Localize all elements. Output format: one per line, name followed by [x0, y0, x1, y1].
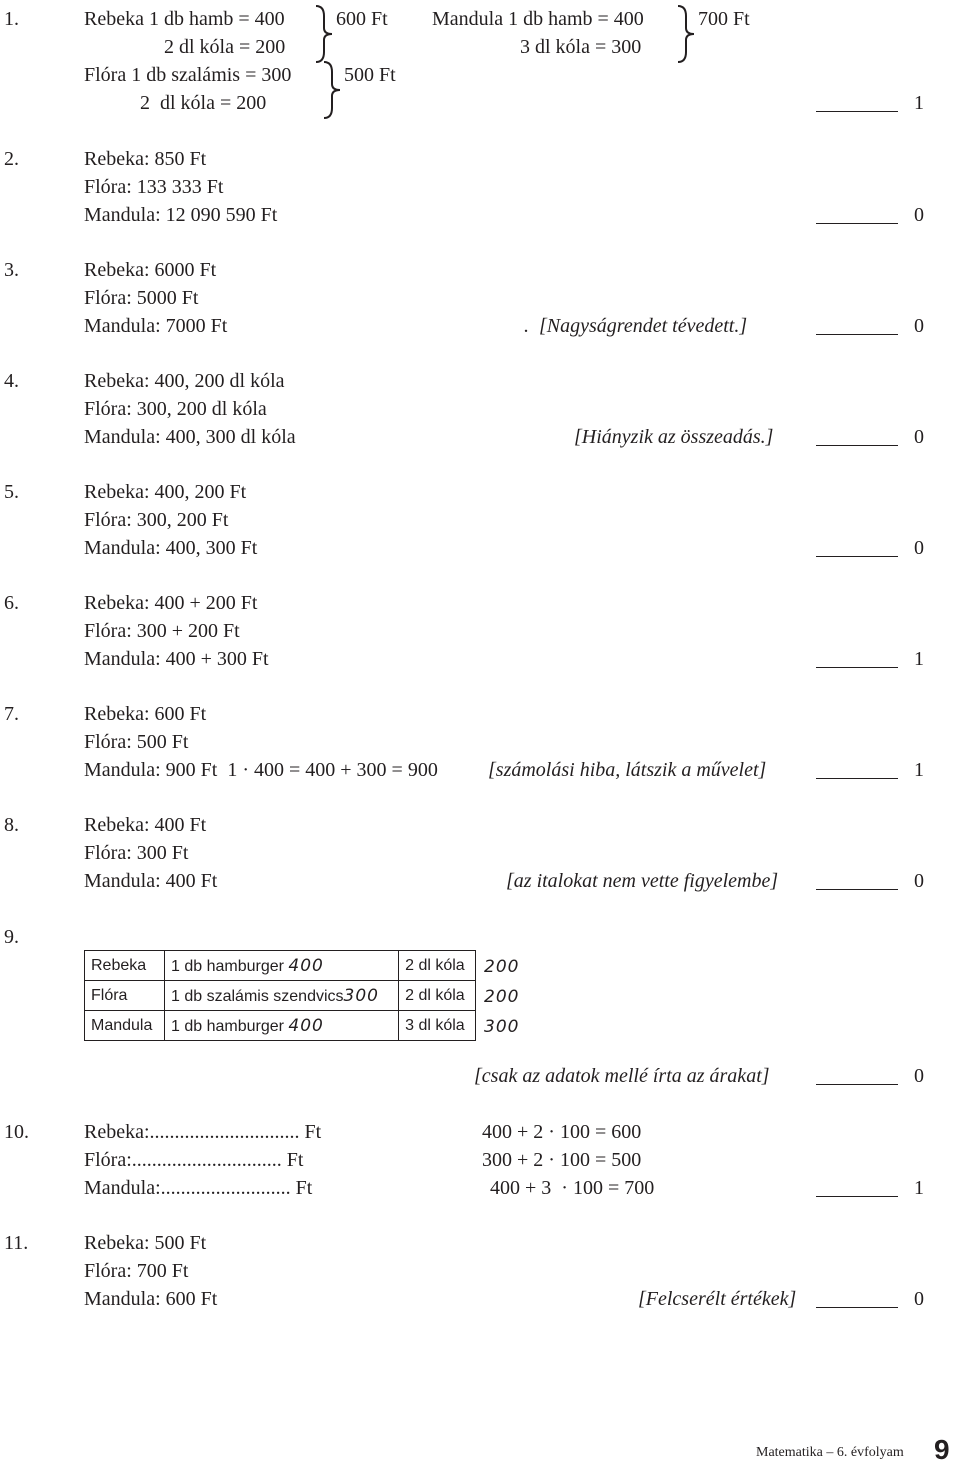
score-value: 0 [914, 204, 924, 226]
rebeka-answer: Rebeka: 850 Ft [84, 148, 207, 170]
rebeka-drink-line: 2 dl kóla = 200 [164, 36, 286, 58]
score-value: 0 [914, 426, 924, 448]
flora-answer: Flóra:.............................. Ft [84, 1149, 304, 1171]
mandula-total: 700 Ft [698, 8, 750, 30]
mandula-answer: Mandula: 400 + 300 Ft [84, 648, 269, 670]
food-label: 1 db hamburger [171, 957, 284, 975]
handwritten-drink-price: 300 [484, 1017, 520, 1037]
table-cell-drink: 3 dl kóla [399, 1011, 476, 1041]
rebeka-answer: Rebeka: 500 Ft [84, 1232, 207, 1254]
score-value: 0 [914, 315, 924, 337]
flora-answer: Flóra: 300 Ft [84, 842, 189, 864]
table-row [85, 981, 476, 1011]
rebeka-answer: Rebeka: 400, 200 Ft [84, 481, 247, 503]
handwritten-drink-price: 200 [484, 987, 520, 1007]
table-cell-drink: 2 dl kóla [399, 951, 476, 981]
score-line [816, 1196, 898, 1197]
score-line [816, 223, 898, 224]
rebeka-answer: Rebeka: 600 Ft [84, 703, 207, 725]
mandula-answer: Mandula: 600 Ft [84, 1288, 218, 1310]
flora-answer: Flóra: 300 + 200 Ft [84, 620, 240, 642]
score-line [816, 111, 898, 112]
rebeka-hamburger-line: Rebeka 1 db hamb = 400 [84, 8, 285, 30]
flora-answer: Flóra: 5000 Ft [84, 287, 199, 309]
mandula-answer: Mandula: 400, 300 dl kóla [84, 426, 296, 448]
score-line [816, 778, 898, 779]
mandula-answer: Mandula: 12 090 590 Ft [84, 204, 278, 226]
rebeka-calculation: 400 + 2 · 100 = 600 [482, 1121, 642, 1143]
flora-calculation: 300 + 2 · 100 = 500 [482, 1149, 642, 1171]
score-value: 0 [914, 870, 924, 892]
score-line [816, 1307, 898, 1308]
item-number: 9. [4, 926, 19, 948]
mandula-answer: Mandula:.......................... Ft [84, 1177, 313, 1199]
score-value: 1 [914, 92, 924, 114]
score-value: 0 [914, 1065, 924, 1087]
item-number: 3. [4, 259, 19, 281]
table-cell-drink: 2 dl kóla [399, 981, 476, 1011]
flora-drink-line: 2 dl kóla = 200 [140, 92, 267, 114]
flora-answer: Flóra: 700 Ft [84, 1260, 189, 1282]
handwritten-price: 300 [343, 985, 379, 1006]
flora-answer: Flóra: 500 Ft [84, 731, 189, 753]
score-line [816, 889, 898, 890]
table-cell-food [165, 1011, 399, 1041]
flora-total: 500 Ft [344, 64, 396, 86]
flora-salami-line: Flóra 1 db szalámis = 300 [84, 64, 292, 86]
item-number: 4. [4, 370, 19, 392]
flora-answer: Flóra: 300, 200 Ft [84, 509, 229, 531]
table-row [85, 951, 476, 981]
rebeka-answer: Rebeka: 6000 Ft [84, 259, 217, 281]
rebeka-answer: Rebeka: 400 Ft [84, 814, 207, 836]
footer-subject: Matematika – 6. évfolyam [756, 1445, 904, 1460]
score-line [816, 667, 898, 668]
table-cell-name: Rebeka [85, 951, 165, 981]
score-line [816, 1084, 898, 1085]
mandula-answer: Mandula: 400, 300 Ft [84, 537, 258, 559]
score-value: 1 [914, 1177, 924, 1199]
mandula-calculation: 400 + 3 · 100 = 700 [490, 1177, 655, 1199]
score-value: 0 [914, 1288, 924, 1310]
rebeka-total: 600 Ft [336, 8, 388, 30]
mandula-brace-icon [674, 4, 698, 64]
evaluation-comment: [csak az adatok mellé írta az árakat] [474, 1065, 770, 1087]
item-number: 11. [4, 1232, 29, 1254]
handwritten-price: 400 [288, 1015, 324, 1036]
flora-answer: Flóra: 300, 200 dl kóla [84, 398, 267, 420]
item-number: 7. [4, 703, 19, 725]
table-cell-name: Flóra [85, 981, 165, 1011]
handwritten-drink-price: 200 [484, 957, 520, 977]
table-cell-food [165, 951, 399, 981]
table-cell-food [165, 981, 399, 1011]
table-cell-name: Mandula [85, 1011, 165, 1041]
mandula-hamburger-line: Mandula 1 db hamb = 400 [432, 8, 644, 30]
mandula-drink-line: 3 dl kóla = 300 [520, 36, 642, 58]
handwritten-price: 400 [288, 955, 324, 976]
rebeka-answer: Rebeka:.............................. Ft [84, 1121, 322, 1143]
item-number: 6. [4, 592, 19, 614]
evaluation-comment: . [Nagyságrendet tévedett.] [524, 315, 748, 337]
evaluation-comment: [számolási hiba, látszik a művelet] [488, 759, 767, 781]
price-table [84, 950, 476, 1041]
score-line [816, 334, 898, 335]
item-number: 8. [4, 814, 19, 836]
item-number: 10. [4, 1121, 29, 1143]
rebeka-answer: Rebeka: 400, 200 dl kóla [84, 370, 285, 392]
mandula-answer: Mandula: 900 Ft 1 · 400 = 400 + 300 = 900 [84, 759, 438, 781]
score-line [816, 445, 898, 446]
rebeka-answer: Rebeka: 400 + 200 Ft [84, 592, 258, 614]
table-row [85, 1011, 476, 1041]
mandula-answer: Mandula: 400 Ft [84, 870, 218, 892]
evaluation-comment: [Felcserélt értékek] [638, 1288, 797, 1310]
food-label: 1 db szalámis szendvics [171, 987, 344, 1005]
evaluation-comment: [Hiányzik az összeadás.] [574, 426, 774, 448]
evaluation-comment: [az italokat nem vette figyelembe] [506, 870, 779, 892]
item-number: 5. [4, 481, 19, 503]
mandula-answer: Mandula: 7000 Ft [84, 315, 228, 337]
rebeka-brace-icon [312, 4, 336, 64]
item-number: 2. [4, 148, 19, 170]
score-value: 1 [914, 648, 924, 670]
page-number: 9 [934, 1434, 950, 1465]
food-label: 1 db hamburger [171, 1017, 284, 1035]
item-number: 1. [4, 8, 19, 30]
flora-answer: Flóra: 133 333 Ft [84, 176, 224, 198]
score-line [816, 556, 898, 557]
score-value: 0 [914, 537, 924, 559]
flora-brace-icon [320, 60, 344, 120]
score-value: 1 [914, 759, 924, 781]
